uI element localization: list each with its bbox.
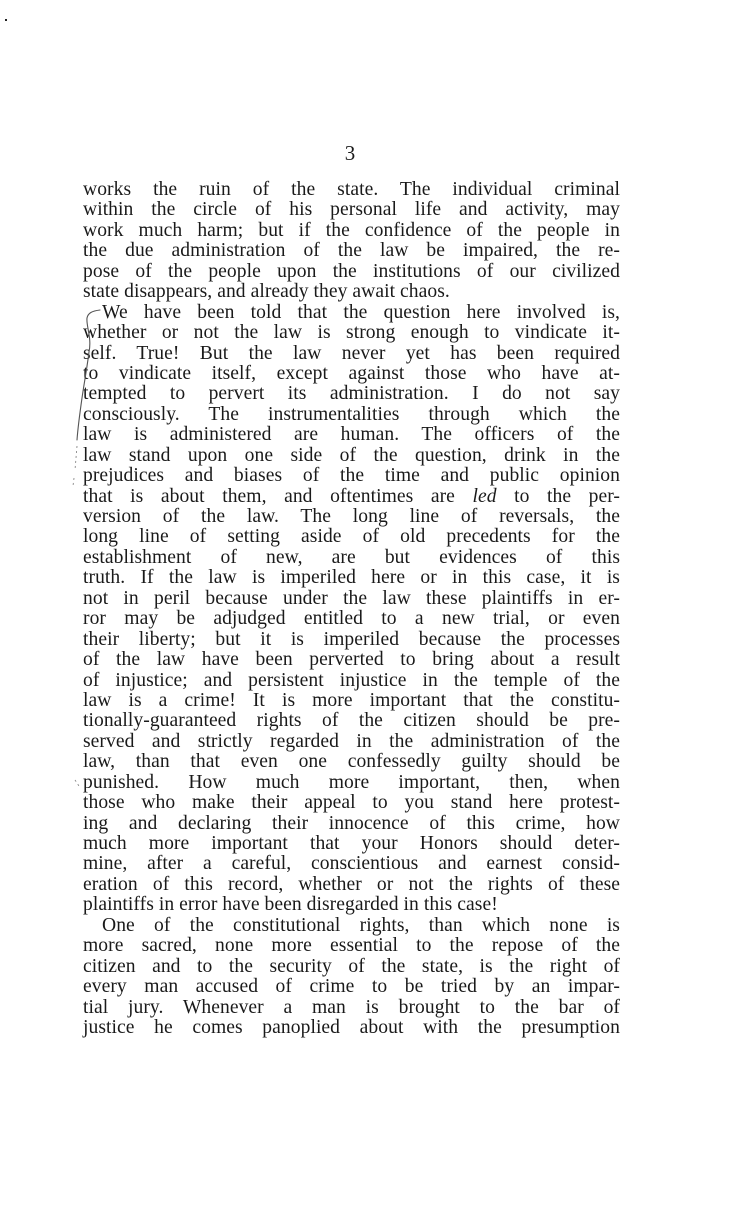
text-line: within the circle of his personal life and activity, may: [83, 199, 620, 221]
text-line: law, than that even one confessedly guilty should be: [83, 751, 620, 773]
text-line: ing and declaring their innocence of this crime, how: [83, 812, 620, 834]
text-line: much more important that your Honors should deter-: [83, 833, 620, 854]
text-line: ror may be adjudged entitled to a new trial, or even: [83, 608, 620, 630]
text-line: prejudices and biases of the time and public opinion: [83, 465, 620, 487]
text-line: plaintiffs in error have been disregarded in this case!: [83, 894, 498, 916]
text-line: law stand upon one side of the question, drink in the: [83, 444, 620, 466]
text-line: establishment of new, are but evidences of this: [83, 546, 620, 568]
text-line: not in peril because under the law these plaintiffs in er-: [83, 587, 620, 609]
pencil-dotted-trail: [73, 446, 79, 786]
text-line: served and strictly regarded in the administration of the: [83, 730, 620, 752]
text-line: justice he comes panoplied about with the presumption: [83, 1016, 620, 1038]
text-line: every man accused of crime to be tried by an impar-: [83, 976, 620, 998]
body-text: [83, 180, 620, 1038]
text-line: [83, 487, 620, 507]
text-line: law is administered are human. The officers of the: [83, 424, 620, 446]
text-line: tionally-guaranteed rights of the citizen should be pre-: [83, 710, 620, 732]
text-line: version of the law. The long line of reversals, the: [83, 506, 620, 527]
text-line: law is a crime! It is more important that the constitu-: [83, 689, 620, 711]
text-line: those who make their appeal to you stand here protest-: [83, 792, 620, 814]
text-line: whether or not the law is strong enough to vindicate it-: [83, 322, 620, 344]
text-line: self. True! But the law never yet has been required: [83, 342, 620, 364]
text-line: more sacred, none more essential to the repose of the: [83, 935, 620, 957]
text-line: to vindicate itself, except against those who have at-: [83, 362, 620, 384]
text-line: pose of the people upon the institutions of our civilized: [83, 260, 620, 282]
text-line: long line of setting aside of old precedents for the: [83, 526, 620, 548]
text-line: One of the constitutional rights, than which none is: [102, 914, 620, 936]
text-line: truth. If the law is imperiled here or in this case, it is: [83, 567, 620, 589]
text-line: mine, after a careful, conscientious and earnest consid-: [83, 853, 620, 875]
text-line: of injustice; and persistent injustice in the temple of the: [83, 669, 620, 691]
text-line: consciously. The instrumentalities through which the: [83, 403, 620, 425]
text-line: their liberty; but it is imperiled because the processes: [83, 628, 620, 650]
text-line: We have been told that the question here involved is,: [102, 301, 620, 323]
page-number: 3: [344, 141, 356, 165]
text-line: punished. How much more important, then, when: [83, 771, 620, 793]
text-line: the due administration of the law be impaired, the re-: [83, 240, 620, 262]
text-line: state disappears, and already they await chaos.: [83, 281, 450, 303]
text-segment: to the per-: [496, 485, 621, 507]
scan-speck: [5, 19, 7, 21]
text-line: tial jury. Whenever a man is brought to the bar of: [83, 996, 620, 1018]
text-segment: that is about them, and oftentimes are: [83, 485, 473, 507]
text-line: eration of this record, whether or not the rights of these: [83, 873, 620, 895]
text-line: works the ruin of the state. The individual criminal: [83, 179, 620, 200]
italic-emphasis: led: [472, 485, 497, 507]
text-line: tempted to pervert its administration. I do not say: [83, 383, 620, 405]
text-line: work much harm; but if the confidence of the people in: [83, 219, 620, 241]
text-line: of the law have been perverted to bring about a result: [83, 649, 620, 671]
text-line: citizen and to the security of the state, is the right of: [83, 955, 620, 977]
